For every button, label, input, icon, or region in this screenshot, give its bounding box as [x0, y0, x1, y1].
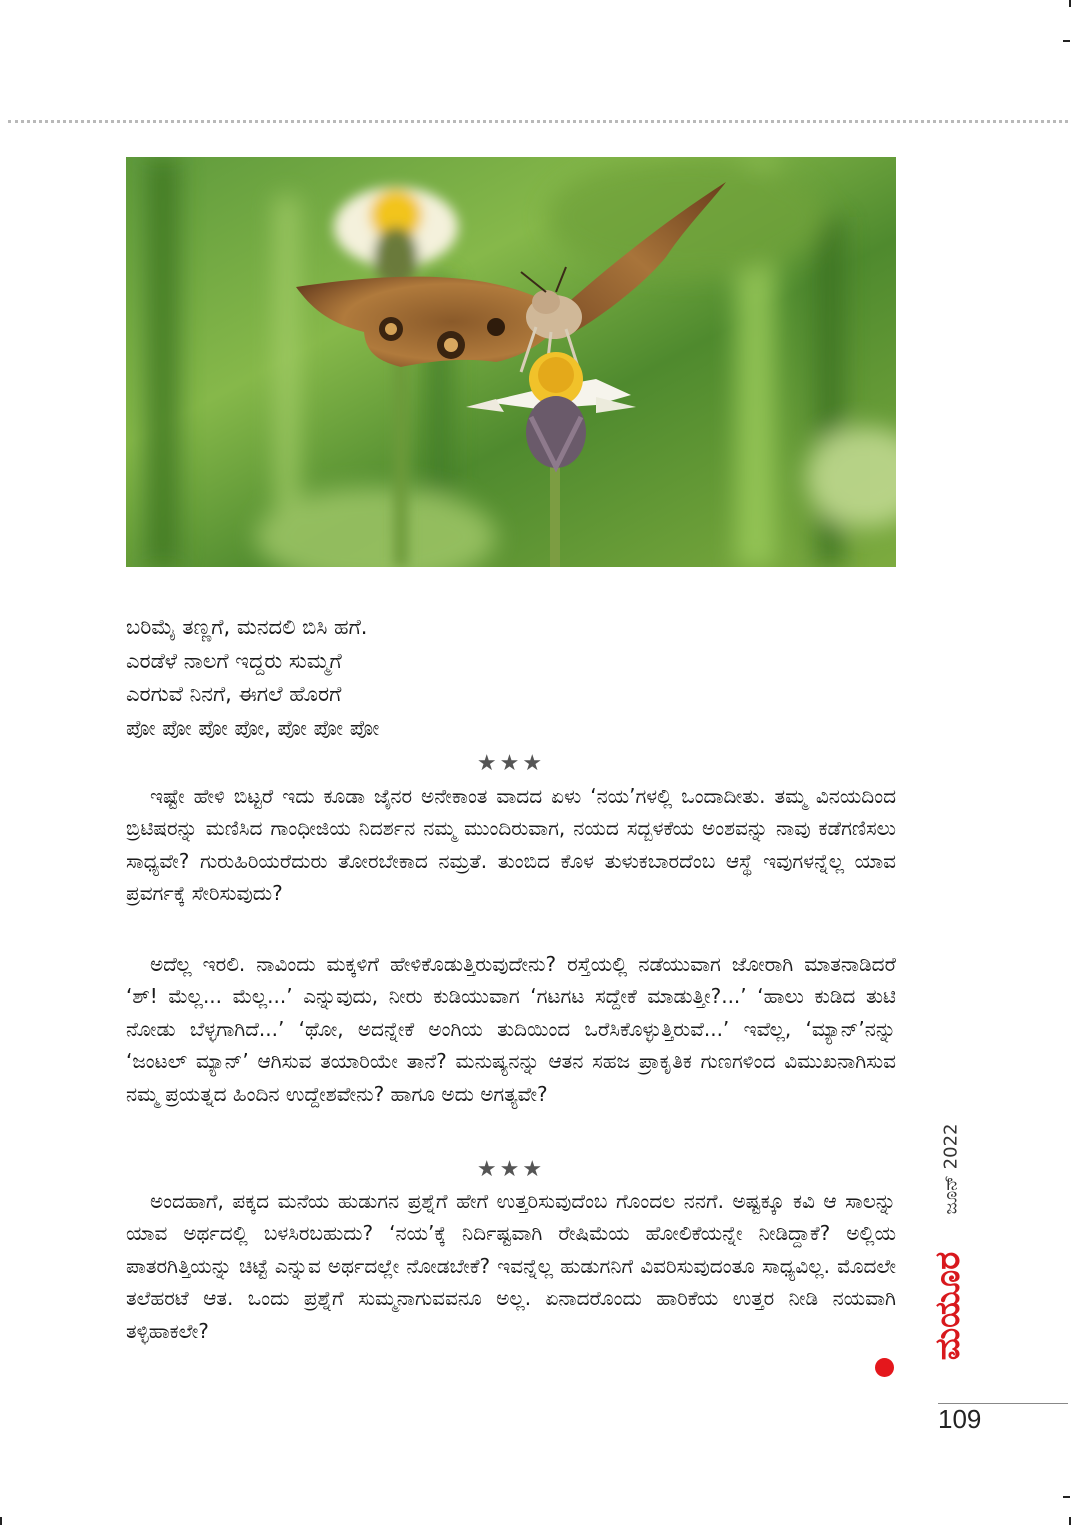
poem-line: ಎರಡೆಳೆ ನಾಲಗೆ ಇದ್ದರು ಸುಮ್ಮಗೆ: [126, 648, 342, 673]
crop-mark-top-right: [1069, 0, 1071, 7]
crop-mark-top-right-dash: [1063, 40, 1070, 42]
poem-line: ಪೋ ಪೋ ಪೋ ಪೋ, ಪೋ ಪೋ ಪೋ: [126, 715, 380, 740]
butterfly-photo: [126, 157, 896, 567]
crop-mark-bottom-right-dash: [1063, 1496, 1070, 1498]
issue-date: ಜೂನ್ 2022: [940, 1123, 962, 1215]
butterfly-illustration: [126, 157, 896, 567]
poem-line: ಎರಗುವೆ ನಿನಗೆ, ಈಗಲೆ ಹೊರಗೆ: [126, 682, 342, 707]
poem-block: [126, 611, 886, 745]
crop-mark-bottom-right: [1069, 1517, 1071, 1525]
paragraph-2: ಅದೆಲ್ಲ ಇರಲಿ. ನಾವಿಂದು ಮಕ್ಕಳಿಗೆ ಹೇಳಿಕೊಡುತ್ತಿರುವುದೇನು? ರಸ್ತೆಯಲ್ಲಿ ನಡೆಯುವಾಗ ಜೋರಾಗಿ ಮಾತನಾಡಿದರೆ ‘ಶ್! ಮೆಲ್ಲ... ಮೆಲ್ಲ...’ ಎನ್ನುವುದು, ನೀರು ಕುಡಿಯುವಾಗ ‘ಗಟಗಟ ಸದ್ದೇಕೆ ಮಾಡುತ್ತೀ?...’ ‘ಹಾಲು ಕುಡಿದ ತುಟಿ ನೋಡು ಬೆಳ್ಳಗಾಗಿದೆ...’ ‘ಥೋ, ಅದನ್ನೇಕೆ ಅಂಗಿಯ ತುದಿಯಿಂದ ಒರೆಸಿಕೊಳ್ಳುತ್ತಿರುವೆ...’ ಇವೆಲ್ಲ, ‘ಮ್ಯಾನ್’ನನ್ನು ‘ಜಂಟಲ್ ಮ್ಯಾನ್’ ಆಗಿಸುವ ತಯಾರಿಯೇ ತಾನೆ? ಮನುಷ್ಯನನ್ನು ಆತನ ಸಹಜ ಪ್ರಾಕೃತಿಕ ಗುಣಗಳಿಂದ ವಿಮುಖನಾಗಿಸುವ ನಮ್ಮ ಪ್ರಯತ್ನದ ಹಿಂದಿನ ಉದ್ದೇಶವೇನು? ಹಾಗೂ ಅದು ಅಗತ್ಯವೇ?: [126, 952, 896, 1106]
paragraph-3: ಅಂದಹಾಗೆ, ಪಕ್ಕದ ಮನೆಯ ಹುಡುಗನ ಪ್ರಶ್ನೆಗೆ ಹೇಗೆ ಉತ್ತರಿಸುವುದೆಂಬ ಗೊಂದಲ ನನಗೆ. ಅಷ್ಟಕ್ಕೂ ಕವಿ ಆ ಸಾಲನ್ನು ಯಾವ ಅರ್ಥದಲ್ಲಿ ಬಳಸಿರಬಹುದು? ‘ನಯ’ಕ್ಕೆ ನಿರ್ದಿಷ್ಟವಾಗಿ ರೇಷಿಮೆಯ ಹೋಲಿಕೆಯನ್ನೇ ನೀಡಿದ್ದಾಕೆ? ಅಲ್ಲಿಯ ಪಾತರಗಿತ್ತಿಯನ್ನು ಚಿಟ್ಟೆ ಎನ್ನುವ ಅರ್ಥದಲ್ಲೇ ನೋಡಬೇಕೆ? ಇವನ್ನೆಲ್ಲ ಹುಡುಗನಿಗೆ ವಿವರಿಸುವುದಂತೂ ಸಾಧ್ಯವಿಲ್ಲ. ಮೊದಲೇ ತಲೆಹರಟೆ ಆತ. ಒಂದು ಪ್ರಶ್ನೆಗೆ ಸುಮ್ಮನಾಗುವವನೂ ಅಲ್ಲ. ಏನಾದರೊಂದು ಹಾರಿಕೆಯ ಉತ್ತರ ನೀಡಿ ನಯವಾಗಿ ತಳ್ಳಿಹಾಕಲೇ?: [126, 1189, 896, 1343]
page-number: 109: [938, 1404, 982, 1434]
magazine-logo: ಮಯೂರ: [928, 1251, 968, 1361]
end-mark-dot: [875, 1358, 894, 1377]
section-separator: ★★★: [476, 751, 546, 776]
poem-line: ಬರಿಮೈ ತಣ್ಣಗೆ, ಮನದಲಿ ಬಿಸಿ ಹಗೆ.: [126, 615, 368, 639]
crop-mark-bottom-left: [0, 1517, 2, 1525]
paragraph-1: ಇಷ್ಟೇ ಹೇಳಿ ಬಿಟ್ಟರೆ ಇದು ಕೂಡಾ ಜೈನರ ಅನೇಕಾಂತ ವಾದದ ಏಳು ‘ನಯ’ಗಳಲ್ಲಿ ಒಂದಾದೀತು. ತಮ್ಮ ವಿನಯದಿಂದ ಬ್ರಿಟಿಷರನ್ನು ಮಣಿಸಿದ ಗಾಂಧೀಜಿಯ ನಿದರ್ಶನ ನಮ್ಮ ಮುಂದಿರುವಾಗ, ನಯದ ಸದ್ಬಳಕೆಯ ಅಂಶವನ್ನು ನಾವು ಕಡೆಗಣಿಸಲು ಸಾಧ್ಯವೇ? ಗುರುಹಿರಿಯರೆದುರು ತೋರಬೇಕಾದ ನಮ್ರತೆ. ತುಂಬಿದ ಕೊಳ ತುಳುಕಬಾರದೆಂಬ ಆಸ್ಥೆ ಇವುಗಳನ್ನೆಲ್ಲ ಯಾವ ಪ್ರವರ್ಗಕ್ಕೆ ಸೇರಿಸುವುದು?: [126, 784, 896, 906]
section-separator: ★★★: [476, 1157, 546, 1182]
header-dotted-rule: [8, 120, 1068, 123]
